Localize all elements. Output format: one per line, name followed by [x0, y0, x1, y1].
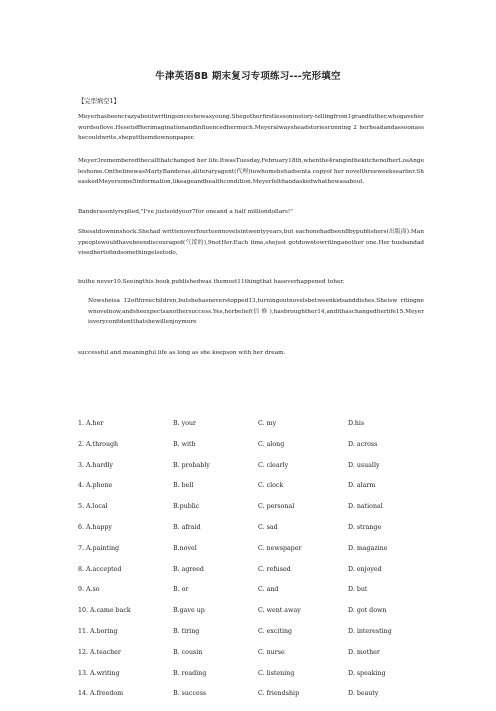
option-row: [78, 649, 438, 670]
option-cell: C. newspaper: [258, 544, 302, 552]
option-row: [78, 503, 438, 524]
passage-paragraph-6: Nowsheisa 12ofthreechildren,butshehasneverstopped13,turningoutnovelsbetweenkidsanddishes.Sheisw ritingnewnovelnow,andsheexpectsanothersuccess.Yes,herbelief(信 修 ),hasbroughther14,andithaschangedherlife15.Meyerisveryconfidentthatshewillenjoymore: [88, 298, 424, 325]
option-cell: C. friendship: [258, 690, 300, 698]
option-cell: D. enjoyed: [348, 565, 382, 573]
option-cell: B.novel: [173, 544, 197, 552]
option-cell: B.gave up: [173, 607, 205, 615]
option-row: [78, 586, 438, 607]
option-cell: B. reading: [173, 669, 207, 677]
option-row: [78, 566, 438, 587]
option-row: [78, 524, 438, 545]
passage-paragraph-7: successful and meaningful life as long as she keepson with her dream.: [78, 350, 286, 356]
passage-paragraph-5: buthe never10.Seeingthis book publishedwas themost11thingthat haseverhappened toher.: [78, 279, 345, 285]
option-cell: C. exciting: [258, 627, 293, 635]
option-cell: C. clock: [258, 482, 284, 490]
option-cell: 4. A.phone: [78, 482, 113, 490]
option-cell: 3. A.hardly: [78, 461, 113, 469]
option-cell: 8. A.accepted: [78, 565, 122, 573]
passage-paragraph-1: Meyerhasbeencrazyaboutwritingsinceshewasyoung.Shegotherfirstlessoninstory-tellingfrom1grandfather,whogaveherwordsoflove.Hesetoffherimaginationandinfluencedhermuch.Meyeralwaysheadstoriesrunning 2 herheadandassoonasshecouldwrite,sheputthemdownonpaper.: [78, 114, 424, 141]
option-cell: D. beauty: [348, 690, 379, 698]
option-row: [78, 545, 438, 566]
option-row: [78, 441, 438, 462]
option-cell: C. my: [258, 420, 277, 427]
option-cell: B.public: [173, 503, 200, 511]
option-row: [78, 690, 438, 711]
option-cell: D. strange: [348, 523, 382, 531]
section-heading: 【完型填空1】: [78, 98, 120, 105]
option-cell: C. sad: [258, 523, 278, 531]
option-cell: B. bell: [173, 482, 194, 490]
option-cell: C. nurse: [258, 648, 285, 656]
option-cell: 11. A.boring: [78, 627, 118, 635]
option-cell: 6. A.happy: [78, 523, 112, 531]
option-cell: D. across: [348, 440, 378, 448]
document-title: 牛津英语8B 期末复习专项练习---完形填空: [155, 71, 341, 82]
option-cell: C. personal: [258, 503, 295, 511]
option-cell: 7. A.painting: [78, 544, 120, 552]
option-cell: 14. A.freedom: [78, 690, 124, 698]
option-cell: B. or: [173, 586, 189, 594]
option-cell: C. along: [258, 440, 285, 448]
option-cell: C. and: [258, 586, 279, 594]
option-cell: C. refused: [258, 565, 291, 573]
option-cell: D. but: [348, 586, 368, 594]
option-cell: C. listening: [258, 669, 295, 677]
option-cell: B. your: [173, 420, 197, 427]
option-cell: B. cousin: [173, 648, 203, 656]
option-cell: 13. A.writing: [78, 669, 120, 677]
option-cell: D. speaking: [348, 669, 386, 677]
option-row: [78, 462, 438, 483]
option-cell: 12. A.teacher: [78, 648, 121, 656]
option-row: [78, 482, 438, 503]
option-cell: 5. A.local: [78, 503, 108, 511]
option-cell: B. afraid: [173, 523, 201, 531]
option-cell: D. alarm: [348, 482, 376, 490]
option-cell: D. usually: [348, 461, 380, 469]
option-cell: C. clearly: [258, 461, 289, 469]
option-cell: 9. A.so: [78, 586, 100, 594]
passage-paragraph-2: Meyer3rememberedthecallthatchanged her life.ItwasTuesday,February18th,whenthe4ranginthekitchenofherLosAngeleshome.OntheIinewasMartyBanderas,aliteraryagent(代理)towhomshehadsenta copyof her novelthreeweeksearlier.SheaskedMeyersome5information,likeageandhealthcondition.Meyerfelt6andaskedwhathewasabout.: [78, 158, 424, 185]
option-row: [78, 670, 438, 691]
option-cell: C. went away: [258, 607, 301, 615]
option-cell: 1. A.her: [78, 420, 104, 427]
option-cell: D. mother: [348, 648, 380, 656]
option-cell: D. national: [348, 503, 383, 511]
option-cell: 2. A.through: [78, 440, 119, 448]
option-cell: B. probably: [173, 461, 210, 469]
passage-paragraph-3: Banderasonlyreplied,"I've justsoldyour7for oneand a half milliondollars!": [78, 209, 293, 215]
option-cell: B. with: [173, 440, 196, 448]
option-cell: D. interesting: [348, 627, 392, 635]
option-cell: D. magazine: [348, 544, 388, 552]
option-cell: B. success: [173, 690, 207, 698]
answer-options-table: [78, 420, 438, 711]
option-cell: D. got down: [348, 607, 387, 615]
passage-paragraph-4: Shesatdowninshock.Shehad writtenoverfourteennovelsintwentyyears,but eachonehadbeen8bypublishers(出版商).Manypeoplewouldhavebeendiscouraged(气馁的),9notHer.Each time,shejust gotdowntowritinganother one.Her husbandadvisedhertofindsomethingelsetodo,: [78, 229, 424, 256]
option-row: [78, 420, 438, 441]
option-cell: 10. A.came back: [78, 607, 131, 615]
option-cell: D.his: [348, 420, 365, 427]
option-row: [78, 607, 438, 628]
option-row: [78, 628, 438, 649]
option-cell: B. tiring: [173, 627, 200, 635]
option-cell: B. agreed: [173, 565, 204, 573]
